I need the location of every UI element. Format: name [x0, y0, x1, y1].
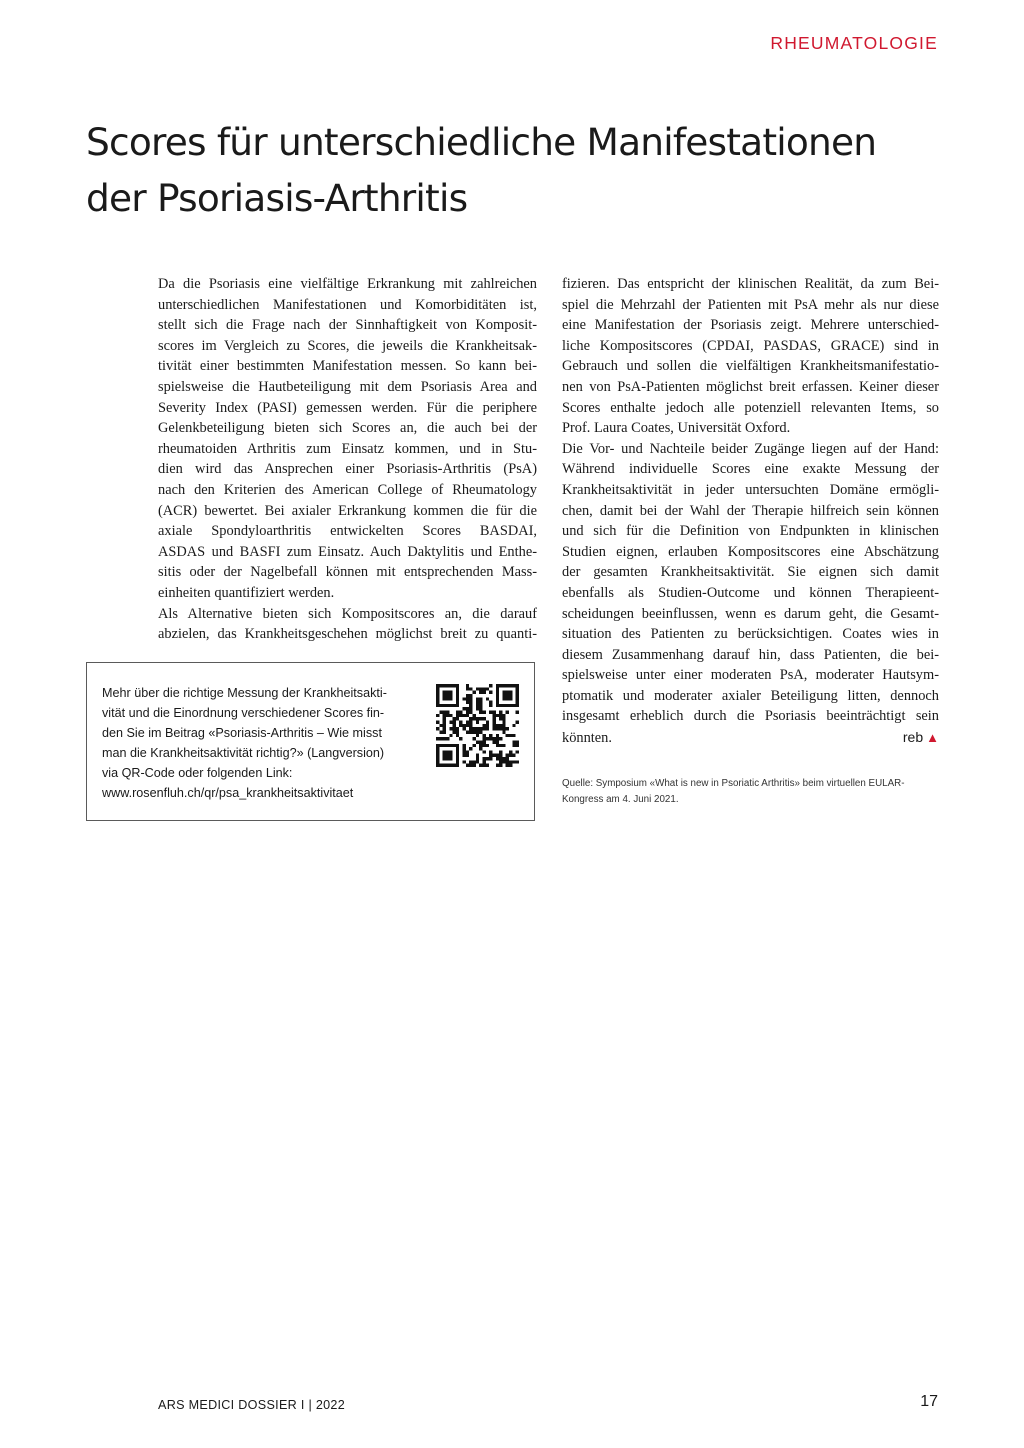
text-line: Severity Index (PASI) gemessen werden. Für die periphere [158, 399, 537, 416]
text-line: fizieren. Das entspricht der klinischen Realität, da zum Bei- [562, 276, 939, 292]
title-line: Scores für unterschiedliche Manifestationen [86, 120, 877, 164]
text-line: Scores enthalte jedoch alle potenziell relevanten Items, so [562, 399, 939, 416]
final-text: könnten. [562, 730, 612, 747]
text-line: der gesamten Krankheitsaktivität. Sie eignen sich damit [562, 564, 939, 581]
footer-publication: ARS MEDICI DOSSIER I | 2022 [158, 1398, 346, 1412]
text-line: Die Vor- und Nachteile beider Zugänge liegen auf der Hand: [562, 440, 939, 457]
text-line: chen, damit bei der Wahl der Therapie hilfreich sein können [562, 502, 939, 519]
author-initials: reb [902, 729, 924, 746]
text-line: Studien eignen, erlauben Kompositscores eine Abschätzung [562, 543, 939, 560]
source-line: Quelle: Symposium «What is new in Psoriatic Arthritis» beim virtuellen EULAR- [562, 778, 905, 789]
info-link[interactable]: www.rosenfluh.ch/qr/psa_krankheitsaktivitaet [102, 786, 354, 800]
qr-code-icon[interactable] [436, 684, 519, 767]
section-label: RHEUMATOLOGIE [770, 33, 938, 53]
text-line: Gebrauch und sollen die vielfältigen Krankheitsmanifestatio- [562, 358, 939, 375]
text-line: ebenfalls als Studien-Outcome und können Therapieent- [562, 584, 939, 601]
text-line: Als Alternative bieten sich Kompositscores an, die darauf [158, 605, 537, 622]
text-line: abzielen, das Krankheitsgeschehen möglichst breit zu quanti- [158, 626, 537, 643]
text-line: (ACR) bewertet. Bei axialer Erkrankung kommen die für die [158, 502, 537, 519]
text-line: Während individuelle Scores eine exakte Messung der [562, 461, 939, 478]
text-line: dien wird das Ansprechen einer Psoriasis-Arthritis (PsA) [158, 461, 537, 478]
text-line: nach den Kriterien des American College of Rheumatology [158, 481, 537, 498]
text-line: Krankheitsaktivität in jeder untersuchten Domäne ermögli- [562, 481, 939, 498]
text-line: und sich für die Definition von Endpunkten in klinischen [562, 523, 939, 540]
text-line: nen von PsA-Patienten möglichst breit erfassen. Keiner dieser [562, 378, 939, 395]
text-line: rheumatoiden Arthritis zum Einsatz kommen, und in Stu- [158, 440, 537, 457]
text-line: Prof. Laura Coates, Universität Oxford. [562, 420, 791, 437]
text-line: spielsweise unter einer moderaten PsA, moderater Hautsym- [562, 667, 939, 684]
text-line: spielsweise die Hautbeteiligung mit dem Psoriasis Area and [158, 378, 537, 395]
body-column-left [158, 274, 537, 645]
page-number: 17 [920, 1393, 938, 1410]
text-line: unterschiedlichen Manifestationen und Komorbiditäten ist, [158, 296, 537, 313]
text-line: tivität einer bestimmten Manifestation messen. So kann bei- [158, 358, 537, 375]
text-line: scheidungen beeinflussen, wenn es darum geht, die Gesamt- [562, 605, 939, 622]
text-line: diesem Zusammenhang darauf hin, dass Patienten, die bei- [562, 646, 939, 663]
info-line: den Sie im Beitrag «Psoriasis-Arthritis – Wie misst [102, 726, 382, 740]
info-box-text [102, 683, 422, 803]
text-line: eine Manifestation der Psoriasis zeigt. Mehrere unterschied- [562, 317, 939, 334]
text-line: sitis oder der Nagelbefall können mit entsprechenden Mass- [158, 564, 537, 581]
final-text-line [562, 727, 939, 748]
author-signature [903, 727, 939, 748]
body-column-right [562, 274, 939, 748]
text-line: Da die Psoriasis eine vielfältige Erkrankung mit zahlreichen [158, 276, 537, 292]
text-line: einheiten quantifiziert werden. [158, 584, 335, 601]
source-line: Kongress am 4. Juni 2021. [562, 794, 679, 805]
title-line: der Psoriasis-Arthritis [86, 176, 468, 220]
text-line: Gelenkbeteiligung bieten sich Scores an, die auch bei der [158, 420, 537, 437]
text-line: ASDAS und BASFI zum Einsatz. Auch Daktylitis und Enthe- [158, 543, 537, 560]
info-line: man die Krankheitsaktivität richtig?» (Langversion) [102, 746, 385, 760]
text-line: axiale Spondyloarthritis entwickelten Scores BASDAI, [158, 523, 537, 540]
text-line: spiel die Mehrzahl der Patienten mit PsA mehr als nur diese [562, 296, 939, 313]
source-note [562, 776, 940, 808]
text-line: scores im Vergleich zu Scores, die jeweils die Krankheitsak- [158, 337, 537, 354]
text-line: situation des Patienten zu berücksichtigen. Coates wies in [562, 626, 939, 643]
text-line: liche Kompositscores (CPDAI, PASDAS, GRACE) sind in [562, 337, 939, 354]
text-line: stellt sich die Frage nach der Sinnhaftigkeit von Komposit- [158, 317, 537, 334]
info-line: Mehr über die richtige Messung der Krankheitsakti- [102, 686, 387, 700]
text-line: ptomatik und moderater axialer Beteiligung litten, dennoch [562, 687, 939, 704]
info-line: via QR-Code oder folgenden Link: [102, 766, 293, 780]
article-title [86, 114, 946, 226]
red-triangle-icon: ▲ [926, 730, 939, 746]
text-line: insgesamt erheblich durch die Psoriasis beeinträchtigt sein [562, 708, 939, 725]
info-box [86, 662, 535, 821]
info-line: vität und die Einordnung verschiedener Scores fin- [102, 706, 385, 720]
